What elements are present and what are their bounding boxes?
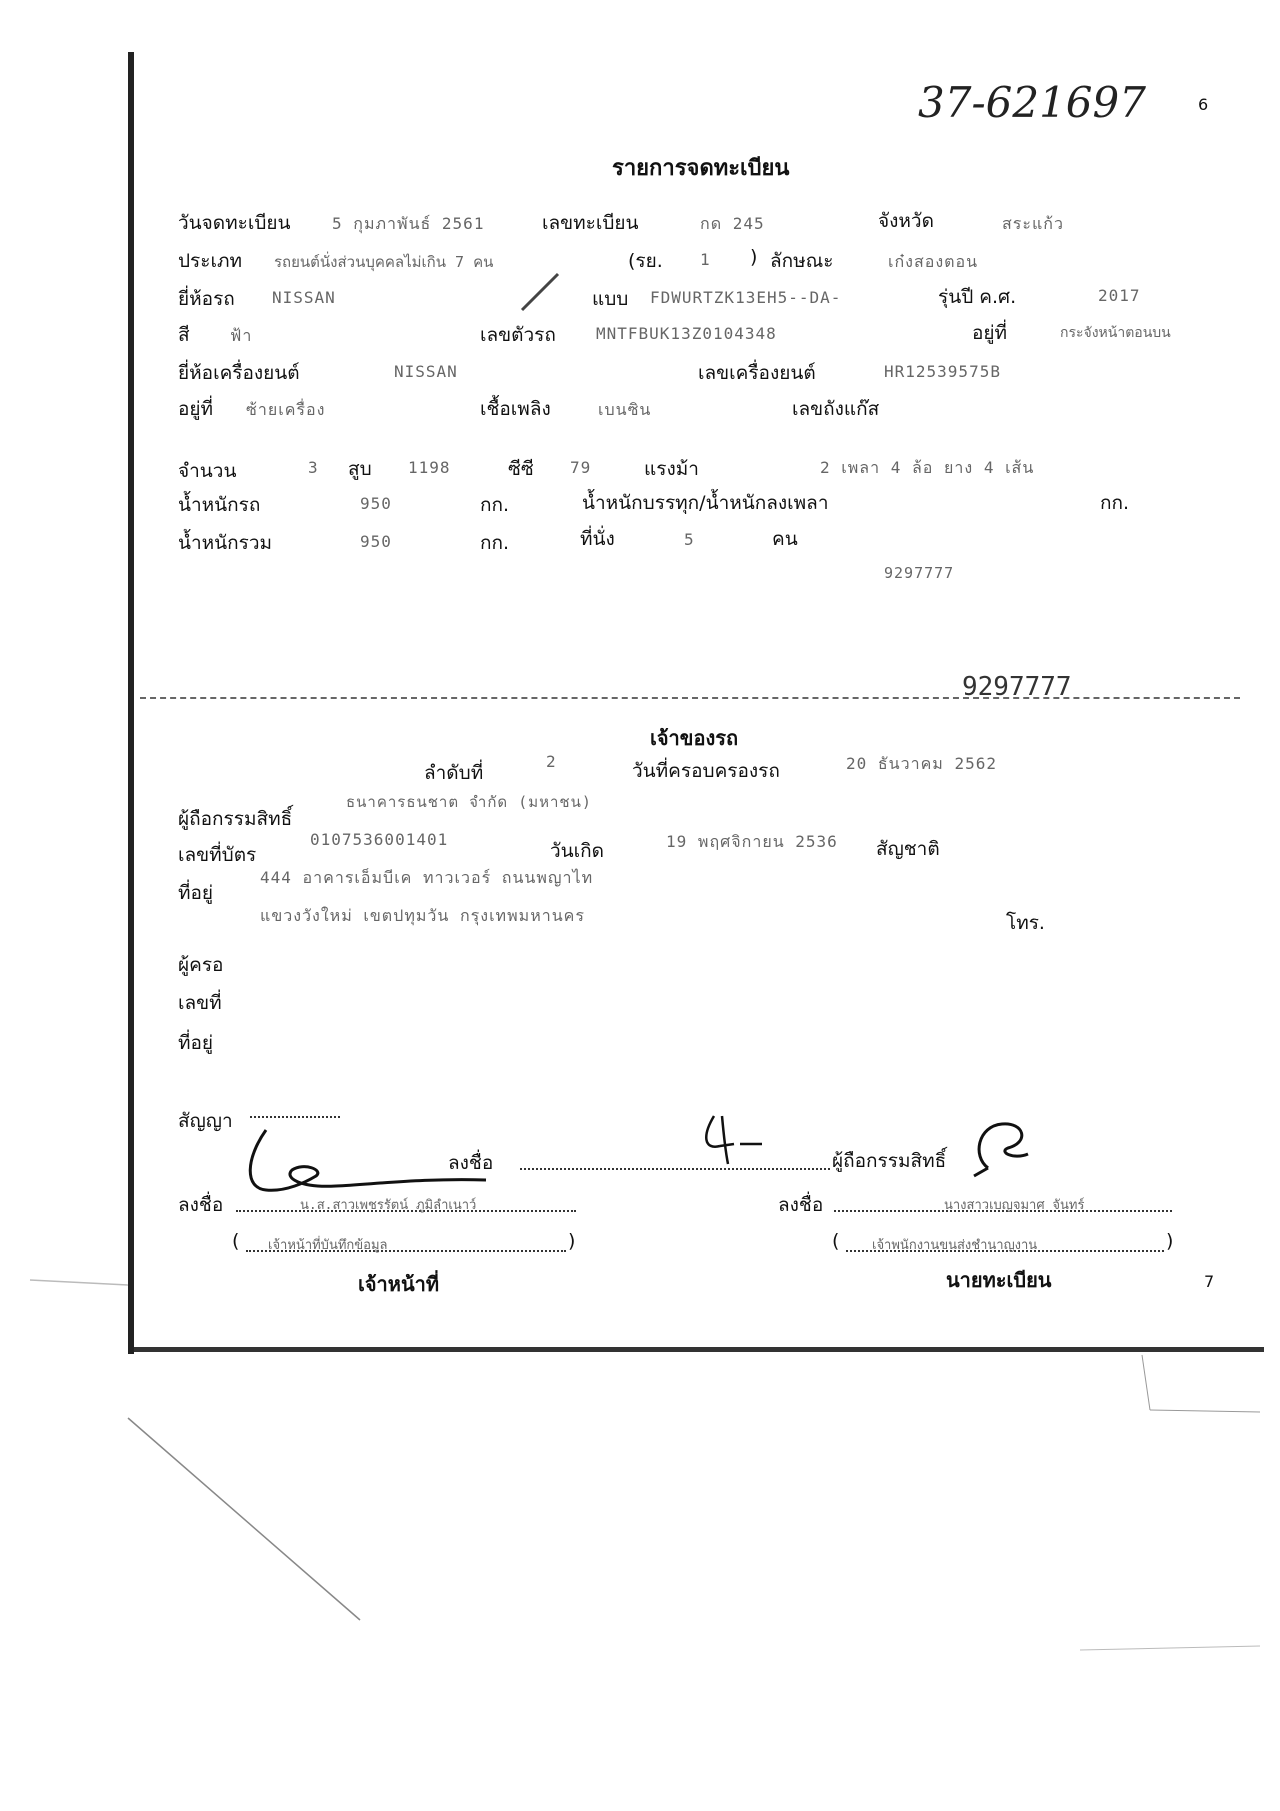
engine-no-value: HR12539575B: [884, 362, 1001, 381]
vin-location-value: กระจังหน้าตอนบน: [1060, 325, 1171, 341]
nationality-label: สัญชาติ: [876, 838, 940, 860]
reg-date-label: วันจดทะเบียน: [178, 212, 291, 234]
gas-tank-label: เลขถังแก๊ส: [792, 398, 880, 420]
handwritten-mark: [700, 1110, 790, 1170]
registrar-sign-label: ลงชื่อ: [778, 1194, 824, 1216]
page-number-bottom: 7: [1204, 1272, 1215, 1291]
reference-number-small: 9297777: [884, 564, 955, 582]
handwritten-reference: 37-621697: [918, 78, 1146, 127]
cc-label: ซีซี: [508, 458, 534, 480]
style-value: เก๋งสองตอน: [888, 252, 979, 271]
cylinder-label: สูบ: [348, 458, 372, 480]
address-label: ที่อยู่: [178, 882, 214, 904]
birth-date-label: วันเกิด: [550, 840, 604, 862]
cylinder-value: 1198: [408, 458, 451, 477]
plate-label: เลขทะเบียน: [542, 212, 639, 234]
weight-label: น้ำหนักรถ: [178, 494, 261, 516]
registrar-paren-close: ): [1166, 1230, 1174, 1252]
order-label: ลำดับที่: [424, 762, 484, 784]
holder-sign-label: ลงชื่อ: [448, 1152, 494, 1174]
province-value: สระแก้ว: [1002, 214, 1064, 233]
handwritten-signature-right: [968, 1120, 1048, 1180]
page-title: รายการจดทะเบียน: [612, 156, 790, 181]
province-label: จังหวัด: [878, 210, 934, 232]
gross-weight-unit: กก.: [480, 532, 510, 554]
load-unit: กก.: [1100, 492, 1130, 514]
possessor-address-label: ที่อยู่: [178, 1032, 214, 1054]
type-value: รถยนต์นั่งส่วนบุคคลไม่เกิน 7 คน: [274, 253, 494, 271]
rs-value: 1: [700, 250, 711, 269]
registrar-name: นางสาวเบญจมาศ จันทร์: [944, 1198, 1085, 1213]
cc-value: 79: [570, 458, 592, 477]
brand-value: NISSAN: [272, 288, 336, 307]
gross-weight-label: น้ำหนักรวม: [178, 532, 273, 554]
type-label: ประเภท: [178, 250, 243, 272]
address-line-2: แขวงวังใหม่ เขตปทุมวัน กรุงเทพมหานคร: [260, 906, 585, 925]
registrar-paren-open: (: [832, 1230, 840, 1252]
id-card-value: 0107536001401: [310, 830, 449, 849]
vin-value: MNTFBUK13Z0104348: [596, 324, 777, 343]
seats-value: 5: [684, 530, 695, 549]
vin-location-label: อยู่ที่: [972, 322, 1008, 344]
reg-date-value: 5 กุมภาพันธ์ 2561: [332, 214, 485, 233]
possession-date-label: วันที่ครอบครองรถ: [632, 760, 780, 782]
possessor-label: ผู้ครอ: [178, 954, 224, 976]
officer-title: เจ้าหน้าที่: [358, 1272, 440, 1296]
holder-value: ธนาคารธนชาต จำกัด (มหาชน): [346, 793, 592, 811]
count-value: 3: [308, 458, 319, 477]
brand-label: ยี่ห้อรถ: [178, 288, 235, 310]
seats-label: ที่นั่ง: [580, 528, 615, 550]
weight-unit: กก.: [480, 494, 510, 516]
style-label: ลักษณะ: [770, 250, 834, 272]
officer-sign-label: ลงชื่อ: [178, 1194, 224, 1216]
slash-mark: [522, 272, 562, 312]
contract-label: สัญญา: [178, 1110, 233, 1132]
possessor-id-label: เลขที่: [178, 992, 222, 1014]
engine-location-value: ซ้ายเครื่อง: [246, 400, 326, 419]
officer-role-note: เจ้าหน้าที่บันทึกข้อมูล: [268, 1238, 388, 1253]
load-label: น้ำหนักบรรทุก/น้ำหนักลงเพลา: [582, 492, 829, 514]
engine-brand-value: NISSAN: [394, 362, 458, 381]
weight-value: 950: [360, 494, 392, 513]
holder-title: ผู้ถือกรรมสิทธิ์: [832, 1150, 947, 1172]
vin-label: เลขตัวรถ: [480, 324, 556, 346]
birth-date-value: 19 พฤศจิกายน 2536: [666, 832, 838, 851]
registrar-title: นายทะเบียน: [946, 1268, 1052, 1292]
page-number-top: 6: [1198, 95, 1209, 114]
count-label: จำนวน: [178, 460, 237, 482]
rs-label: (รย.: [628, 250, 663, 272]
possession-date-value: 20 ธันวาคม 2562: [846, 754, 997, 773]
engine-brand-label: ยี่ห้อเครื่องยนต์: [178, 362, 300, 384]
officer-paren-open: (: [232, 1230, 240, 1252]
hp-label: แรงม้า: [644, 458, 699, 480]
gross-weight-value: 950: [360, 532, 392, 551]
registrar-role-note: เจ้าพนักงานขนส่งชำนาญงาน: [872, 1238, 1038, 1253]
address-line-1: 444 อาคารเอ็มบีเค ทาวเวอร์ ถนนพญาไท: [260, 868, 594, 887]
seats-unit: คน: [772, 528, 798, 550]
plate-value: กด 245: [700, 214, 765, 233]
fuel-value: เบนซิน: [598, 400, 652, 419]
model-label: แบบ: [592, 288, 629, 310]
phone-label: โทร.: [1006, 912, 1045, 934]
year-label: รุ่นปี ค.ศ.: [938, 286, 1017, 308]
fuel-label: เชื้อเพลิง: [480, 398, 551, 420]
model-value: FDWURTZK13EH5--DA-: [650, 288, 842, 307]
order-value: 2: [546, 752, 557, 771]
year-value: 2017: [1098, 286, 1141, 305]
id-card-label: เลขที่บัตร: [178, 844, 257, 866]
reference-number-cut: 9297777: [962, 672, 1072, 696]
axles-value: 2 เพลา 4 ล้อ ยาง 4 เส้น: [820, 458, 1035, 477]
engine-no-label: เลขเครื่องยนต์: [698, 362, 816, 384]
color-value: ฟ้า: [230, 326, 253, 345]
engine-location-label: อยู่ที่: [178, 398, 214, 420]
color-label: สี: [178, 324, 190, 346]
officer-name: น.ส.สาวเพชรรัตน์ ภูมิลำเนาว์: [300, 1198, 477, 1213]
holder-label: ผู้ถือกรรมสิทธิ์: [178, 808, 293, 830]
owner-section-title: เจ้าของรถ: [650, 726, 739, 750]
officer-paren-close: ): [568, 1230, 576, 1252]
rs-close: ): [750, 246, 758, 268]
